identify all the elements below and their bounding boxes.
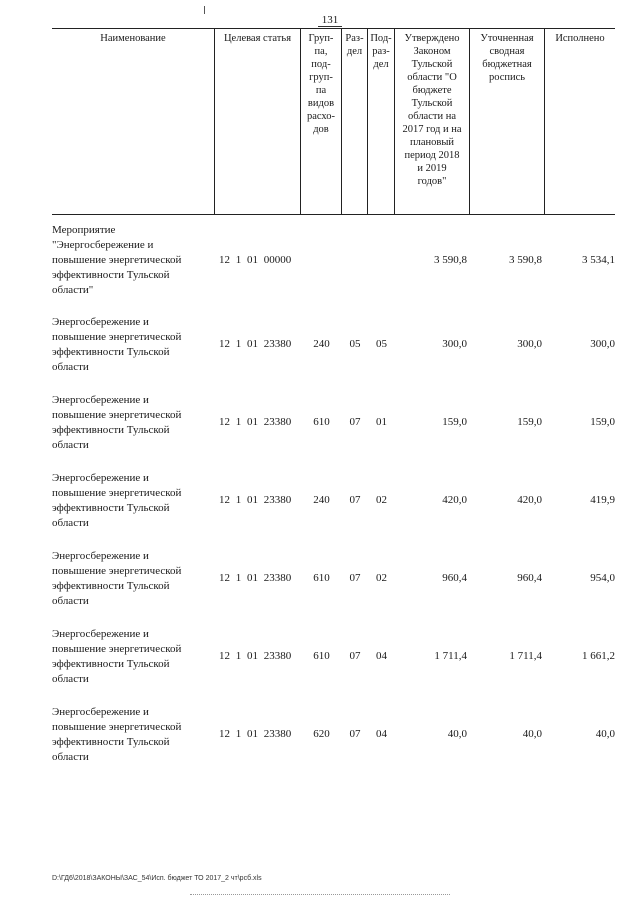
row-group: 610 — [313, 416, 330, 428]
row-podrazdel: 05 — [376, 338, 387, 350]
table-row — [52, 393, 615, 453]
budget-table — [52, 28, 615, 763]
header-executed: Исполнено — [544, 29, 615, 214]
table-row — [52, 549, 615, 609]
row-name: Мероприятие "Энергосбережение и повышение энергетической эффективности Тульской области" — [52, 224, 182, 296]
row-razdel: 07 — [349, 494, 361, 506]
row-group: 240 — [313, 494, 330, 506]
row-approved: 300,0 — [442, 338, 467, 350]
row-approved: 1 711,4 — [434, 650, 467, 662]
page-number: 131 — [321, 14, 339, 26]
file-path-footer: D:\ГД6\2018\ЗАКОНЫ\ЗАС_54\Исп. бюджет ТО 2017_2 чт\рсб.xls — [52, 875, 262, 882]
header-name: Наименование — [100, 33, 166, 44]
row-name: Энергосбережение и повышение энергетической эффективности Тульской области — [52, 628, 182, 685]
table-row — [52, 223, 615, 298]
row-target: 12 1 01 23380 — [219, 416, 292, 428]
row-approved: 420,0 — [442, 494, 467, 506]
row-executed: 954,0 — [590, 572, 615, 584]
row-target: 12 1 01 00000 — [219, 254, 292, 266]
margin-mark — [204, 6, 205, 14]
row-executed: 1 661,2 — [582, 650, 615, 662]
row-target: 12 1 01 23380 — [219, 338, 292, 350]
header-refined: Уточненная сводная бюджетная роспись — [469, 29, 544, 214]
header-razdel: Раз- дел — [341, 29, 367, 214]
row-razdel: 07 — [349, 650, 361, 662]
row-approved: 159,0 — [442, 416, 467, 428]
row-podrazdel: 02 — [376, 494, 387, 506]
row-refined: 40,0 — [522, 728, 542, 740]
row-target: 12 1 01 23380 — [219, 494, 292, 506]
header-approved: Утверждено Законом Тульской области "О бюджете Тульской области на 2017 год и на плановый период 2018 и 2019 годов" — [394, 29, 469, 214]
row-refined: 420,0 — [517, 494, 542, 506]
row-name: Энергосбережение и повышение энергетической эффективности Тульской области — [52, 316, 182, 373]
table-row — [52, 471, 615, 531]
table-row — [52, 627, 615, 687]
row-group: 610 — [313, 650, 330, 662]
row-refined: 960,4 — [517, 572, 542, 584]
row-razdel: 05 — [349, 338, 361, 350]
header-podrazdel: Под- раз- дел — [367, 29, 394, 214]
row-podrazdel: 04 — [376, 728, 387, 740]
row-approved: 40,0 — [447, 728, 467, 740]
table-header — [52, 28, 615, 215]
row-executed: 300,0 — [590, 338, 615, 350]
row-razdel: 07 — [349, 728, 361, 740]
row-group: 240 — [313, 338, 330, 350]
row-razdel: 07 — [349, 572, 361, 584]
row-refined: 3 590,8 — [509, 254, 542, 266]
row-podrazdel: 04 — [376, 650, 387, 662]
row-name: Энергосбережение и повышение энергетической эффективности Тульской области — [52, 394, 182, 451]
table-row — [52, 705, 615, 765]
row-name: Энергосбережение и повышение энергетической эффективности Тульской области — [52, 550, 182, 607]
row-target: 12 1 01 23380 — [219, 572, 292, 584]
row-target: 12 1 01 23380 — [219, 728, 292, 740]
header-group: Груп- па, под- груп- па видов расхо- дов — [300, 29, 341, 214]
row-group: 610 — [313, 572, 330, 584]
row-refined: 159,0 — [517, 416, 542, 428]
row-refined: 300,0 — [517, 338, 542, 350]
scan-artifact-line — [190, 894, 450, 895]
row-name: Энергосбережение и повышение энергетической эффективности Тульской области — [52, 472, 182, 529]
row-approved: 960,4 — [442, 572, 467, 584]
header-target: Целевая статья — [214, 29, 300, 214]
row-approved: 3 590,8 — [434, 254, 467, 266]
row-razdel: 07 — [349, 416, 361, 428]
row-podrazdel: 02 — [376, 572, 387, 584]
row-group: 620 — [313, 728, 330, 740]
row-name: Энергосбережение и повышение энергетической эффективности Тульской области — [52, 706, 182, 763]
row-target: 12 1 01 23380 — [219, 650, 292, 662]
row-refined: 1 711,4 — [509, 650, 542, 662]
row-executed: 40,0 — [595, 728, 615, 740]
row-executed: 3 534,1 — [582, 254, 615, 266]
row-executed: 159,0 — [590, 416, 615, 428]
row-executed: 419,9 — [590, 494, 615, 506]
table-row — [52, 315, 615, 375]
row-podrazdel: 01 — [376, 416, 387, 428]
